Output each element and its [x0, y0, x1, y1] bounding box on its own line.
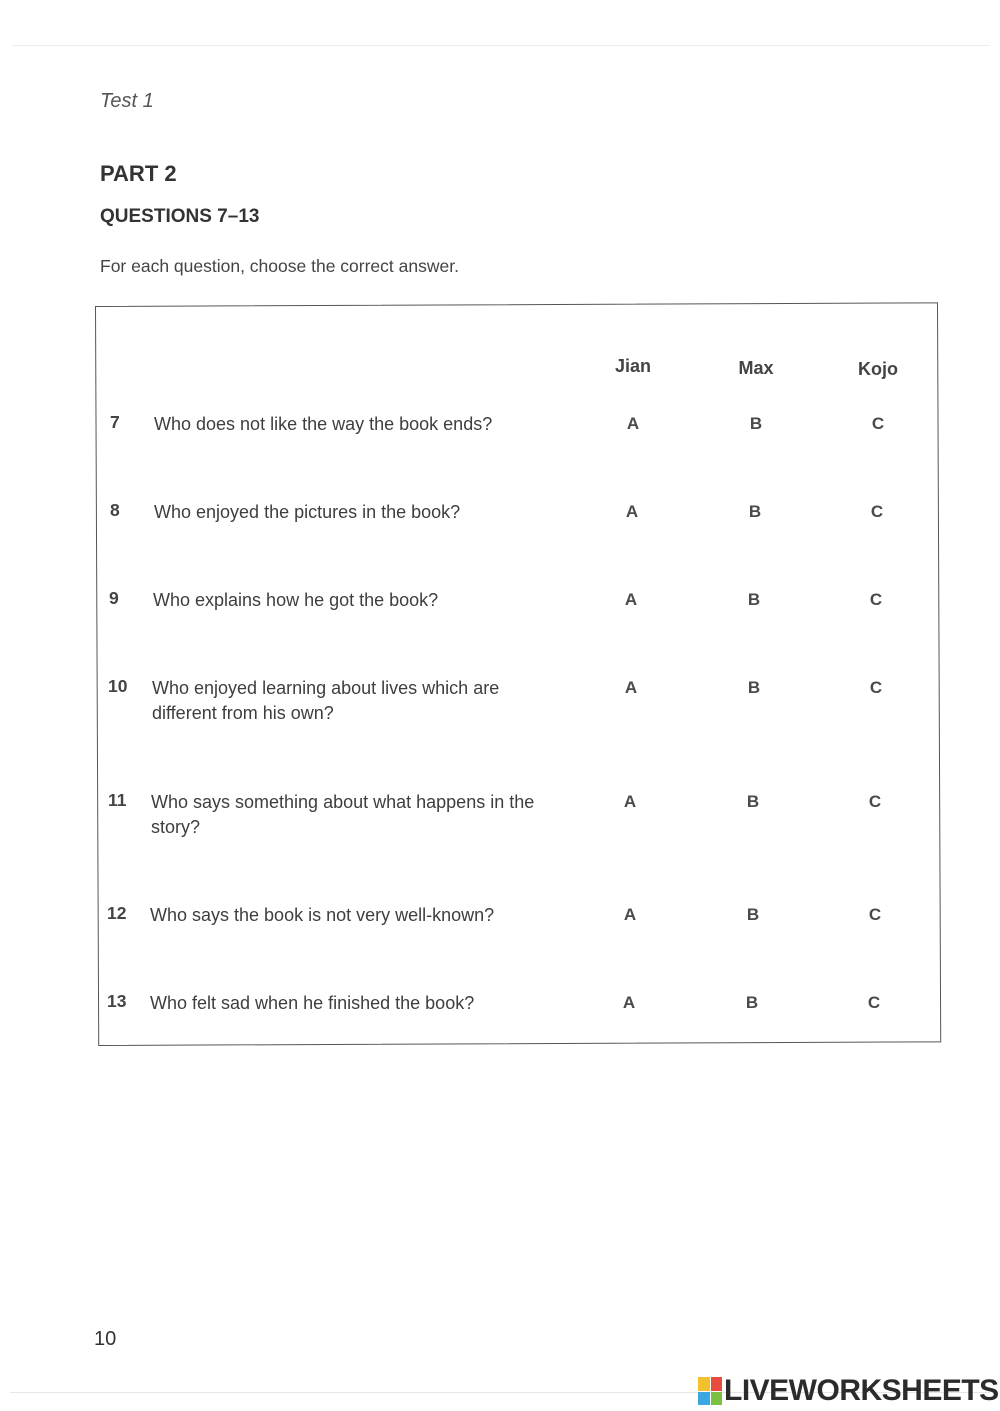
- question-text: Who explains how he got the book?: [153, 590, 439, 610]
- part-title: PART 2: [100, 161, 177, 186]
- option-c[interactable]: C: [867, 993, 881, 1012]
- option-b[interactable]: B: [748, 502, 762, 521]
- option-b[interactable]: B: [746, 905, 760, 924]
- question-number: 12: [107, 903, 127, 923]
- top-divider: [12, 45, 990, 46]
- logo-square-3: [698, 1392, 710, 1406]
- column-header-kojo: Kojo: [858, 359, 898, 379]
- option-b[interactable]: B: [745, 993, 759, 1012]
- column-header-max: Max: [738, 358, 774, 378]
- questions-range: QUESTIONS 7–13: [100, 206, 260, 227]
- liveworksheets-brand[interactable]: [698, 1376, 999, 1406]
- option-c[interactable]: C: [868, 792, 882, 811]
- option-c[interactable]: C: [869, 590, 883, 609]
- option-a[interactable]: A: [624, 678, 638, 697]
- option-a[interactable]: A: [624, 590, 638, 609]
- column-header-jian: Jian: [614, 356, 652, 376]
- question-text: Who says the book is not very well-known?: [150, 905, 495, 925]
- option-a[interactable]: A: [622, 993, 636, 1012]
- logo-square-2: [711, 1377, 723, 1391]
- option-a[interactable]: A: [623, 905, 637, 924]
- option-c[interactable]: C: [869, 678, 883, 697]
- option-b[interactable]: B: [746, 792, 760, 811]
- question-number: 7: [110, 412, 120, 432]
- question-number: 13: [107, 991, 127, 1011]
- option-b[interactable]: B: [749, 414, 763, 433]
- option-b[interactable]: B: [747, 678, 761, 697]
- option-a[interactable]: A: [623, 792, 637, 811]
- option-c[interactable]: C: [870, 502, 884, 521]
- liveworksheets-logo-icon: [698, 1377, 722, 1405]
- option-a[interactable]: A: [626, 414, 640, 433]
- question-text: Who enjoyed learning about lives which are different from his own?: [152, 678, 500, 723]
- logo-square-4: [711, 1392, 723, 1406]
- page-number: 10: [94, 1328, 117, 1350]
- option-c[interactable]: C: [868, 905, 882, 924]
- question-text: Who does not like the way the book ends?: [154, 414, 493, 434]
- question-text: Who enjoyed the pictures in the book?: [154, 502, 461, 522]
- question-number: 11: [108, 790, 127, 810]
- option-c[interactable]: C: [871, 414, 885, 433]
- question-text: Who says something about what happens in the story?: [151, 792, 535, 837]
- question-number: 10: [108, 676, 128, 696]
- question-text: Who felt sad when he finished the book?: [150, 993, 475, 1013]
- question-number: 8: [110, 500, 120, 520]
- logo-square-1: [698, 1377, 710, 1391]
- option-b[interactable]: B: [747, 590, 761, 609]
- brand-name: LIVEWORKSHEETS: [724, 1374, 999, 1407]
- instruction-text: For each question, choose the correct answer.: [100, 256, 459, 276]
- option-a[interactable]: A: [625, 502, 639, 521]
- test-label: Test 1: [100, 90, 154, 112]
- question-number: 9: [109, 588, 119, 608]
